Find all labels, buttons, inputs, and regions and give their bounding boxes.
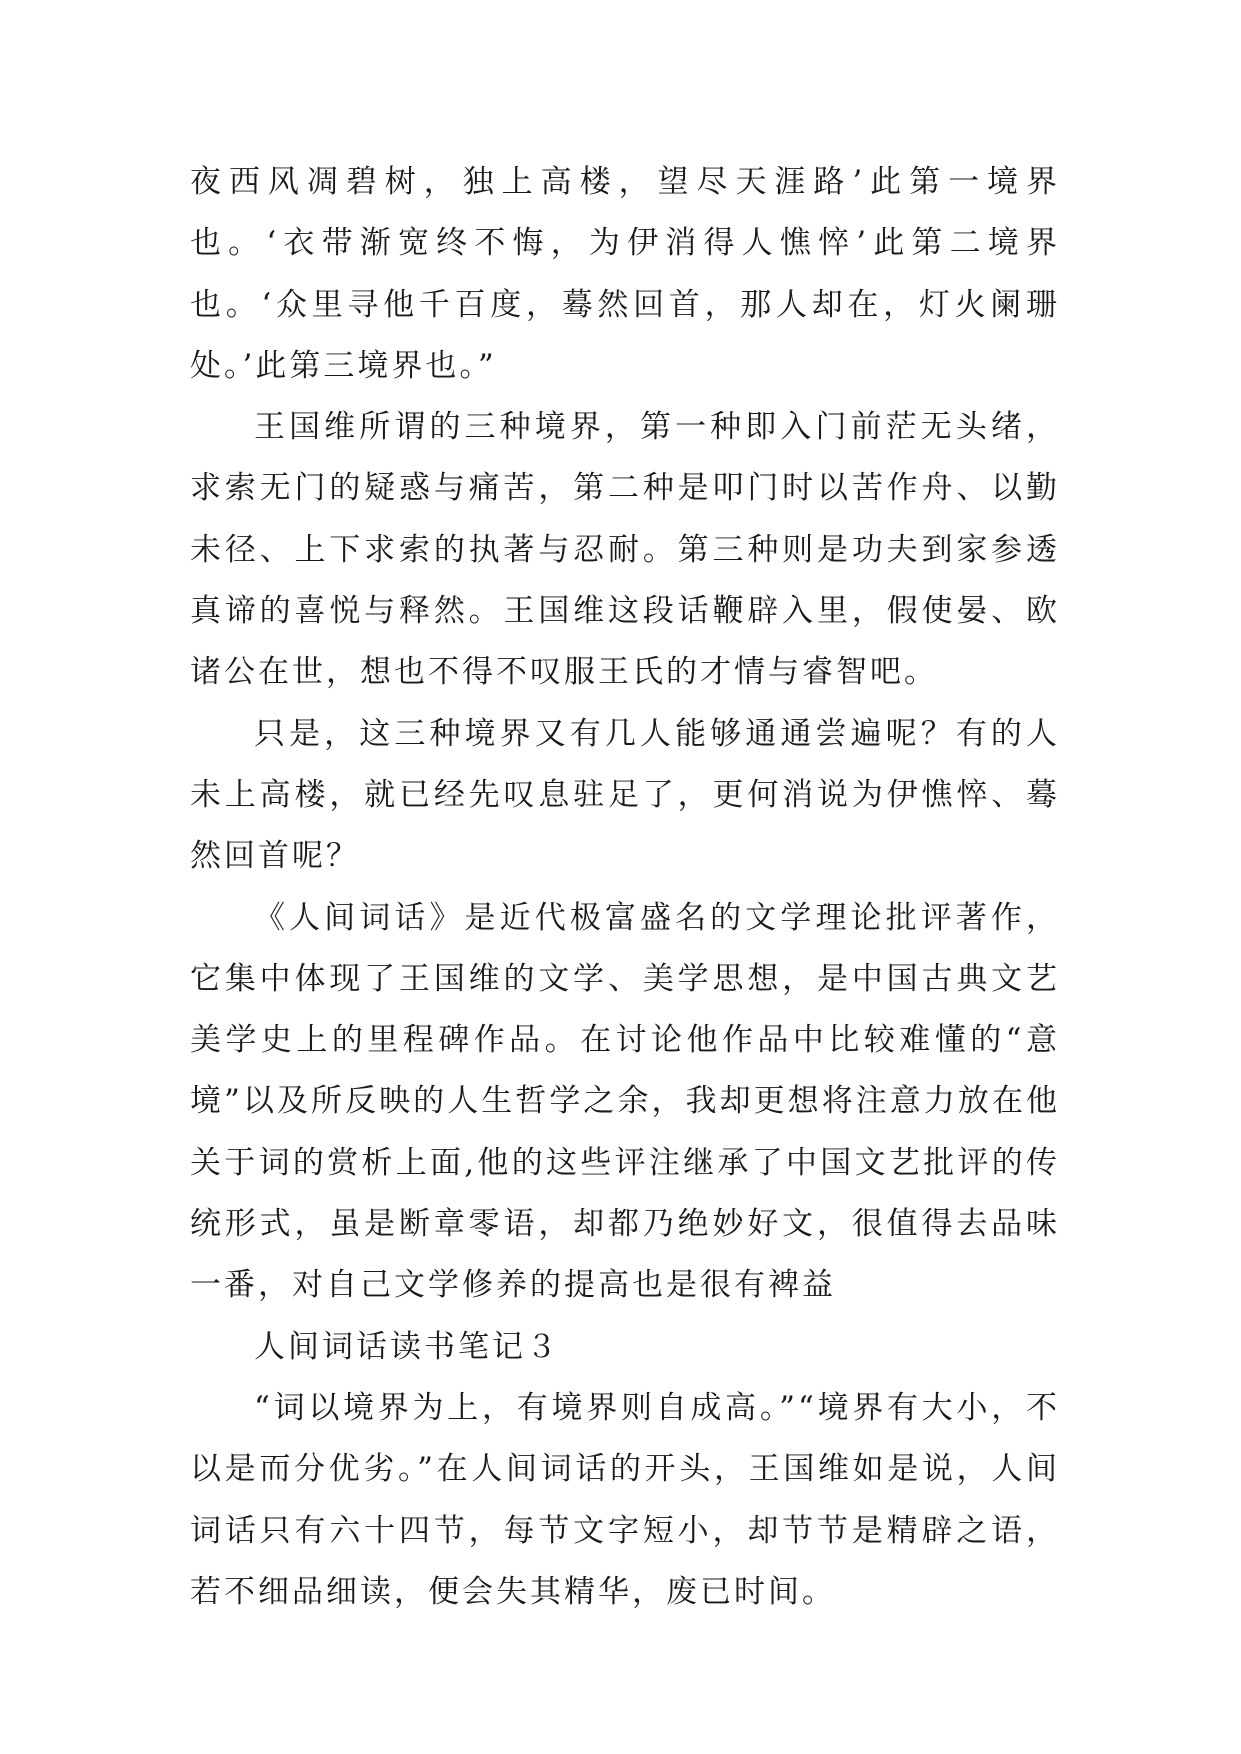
paragraph-renjian-cihua: 《人间词话》是近代极富盛名的文学理论批评著作，它集中体现了王国维的文学、美学思想，是中国古典文艺美学史上的里程碑作品。在讨论他作品中比较难懂的“意境”以及所反映的人生哲学之余，我却更想将注意力放在他关于词的赏析上面,他的这些评注继承了中国文艺批评的传统形式，虽是断章零语，却都乃绝妙好文，很值得去品味一番，对自己文学修养的提高也是很有裨益 — [190, 899, 1060, 1304]
paragraph-question: 只是，这三种境界又有几人能够通通尝遍呢？有的人未上高楼，就已经先叹息驻足了，更何消说为伊憔悴、蓦然回首呢？ — [190, 715, 1060, 875]
paragraph-continued-quote: 夜西风凋碧树，独上高楼，望尽天涯路’此第一境界也。‘衣带渐宽终不悔，为伊消得人憔悴’此第二境界也。‘众里寻他千百度，蓦然回首，那人却在，灯火阑珊处。’此第三境界也。” — [190, 164, 1060, 384]
paragraph-jingjie: “词以境界为上，有境界则自成高。”“境界有大小，不以是而分优劣。”在人间词话的开头，王国维如是说，人间词话只有六十四节，每节文字短小，却节节是精辟之语，若不细品细读，便会失其精华，废已时间。 — [190, 1389, 1060, 1610]
section-heading: 人间词话读书笔记３ — [254, 1328, 560, 1365]
document-body — [190, 152, 1060, 1623]
paragraph-three-realms: 王国维所谓的三种境界，第一种即入门前茫无头绪，求索无门的疑惑与痛苦，第二种是叩门时以苦作舟、以勤未径、上下求索的执著与忍耐。第三种则是功夫到家参透真谛的喜悦与释然。王国维这段话鞭辟入里，假使晏、欧诸公在世，想也不得不叹服王氏的才情与睿智吧。 — [190, 409, 1060, 691]
